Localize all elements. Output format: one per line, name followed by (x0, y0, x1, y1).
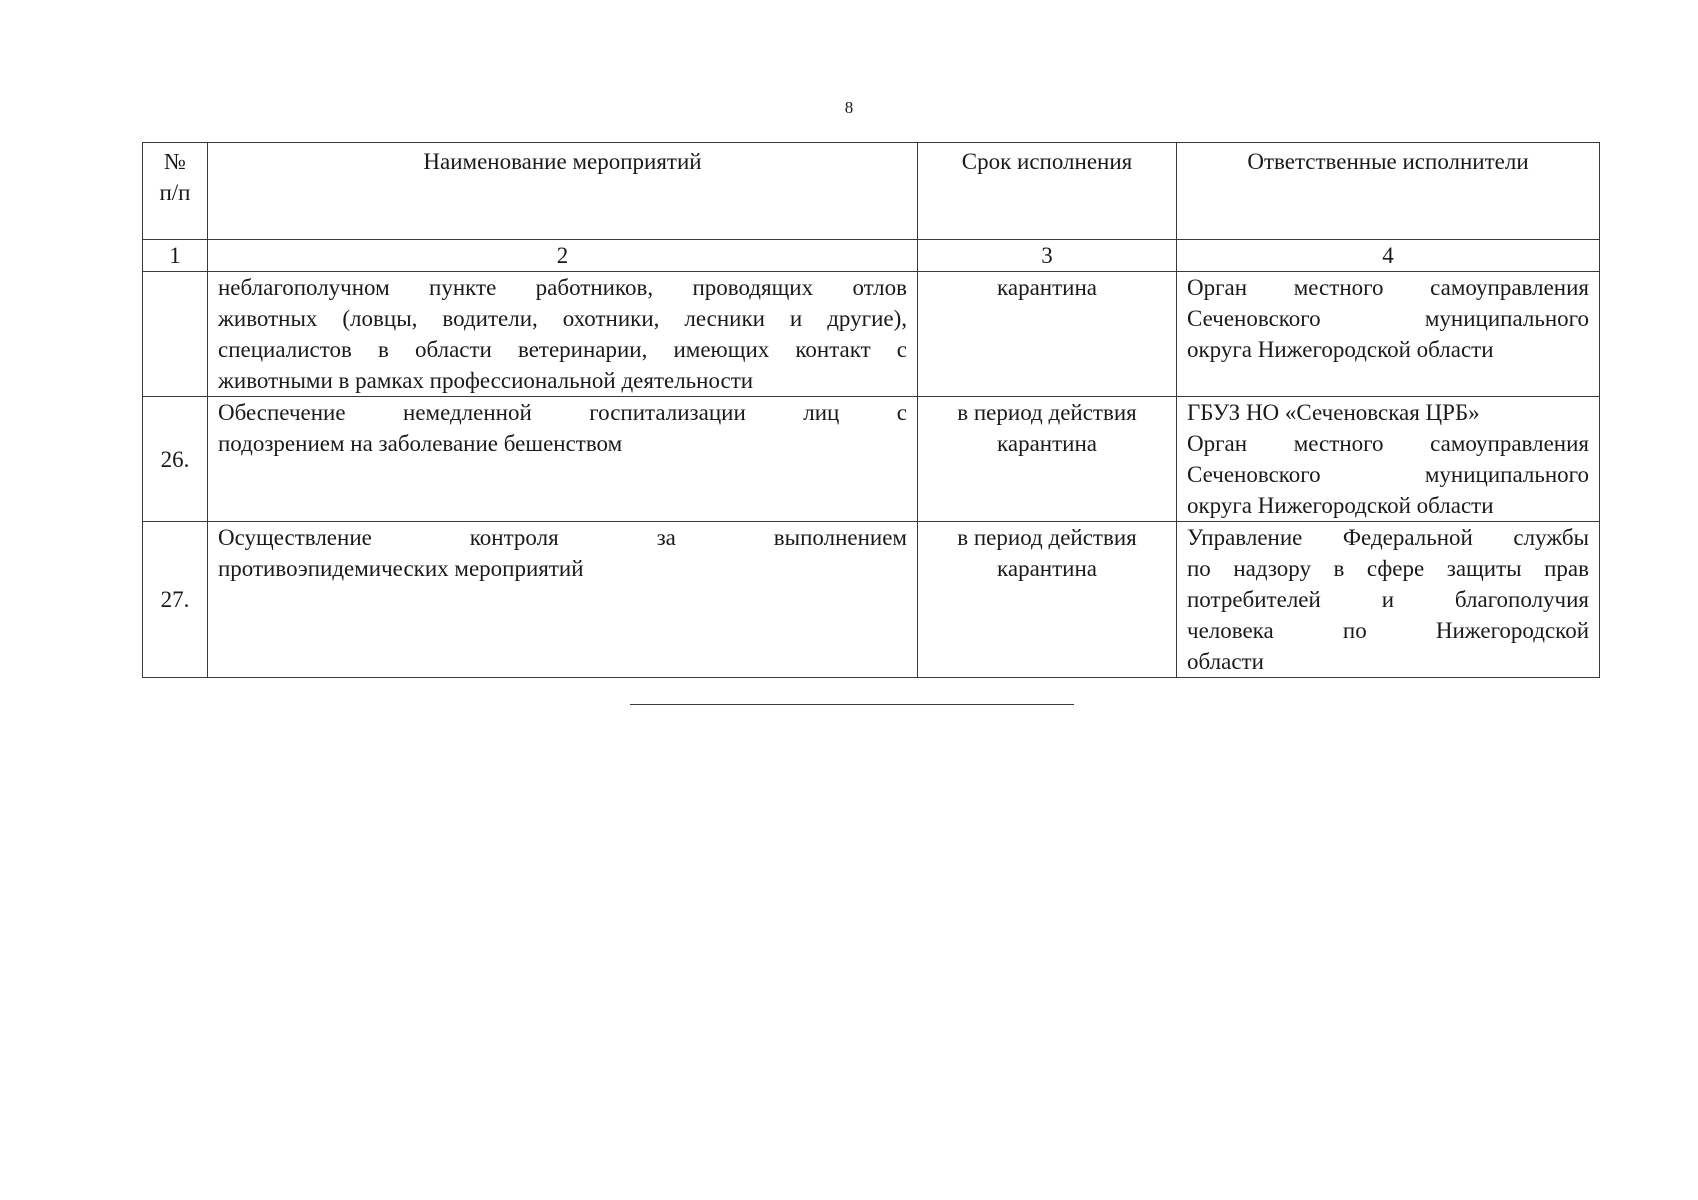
header-num-sign: № (164, 149, 186, 174)
header-num (143, 143, 208, 240)
measure-name-line: подозрением на заболевание бешенством (218, 431, 623, 456)
header-num-pp: п/п (159, 180, 191, 205)
column-index: 4 (1177, 240, 1600, 272)
measure-term-line: карантина (997, 431, 1097, 456)
responsible-line: области (1187, 649, 1264, 674)
measure-term (918, 397, 1177, 522)
responsible-line: Орган местного самоуправления (1187, 275, 1589, 300)
responsible-line: Сеченовского муниципального (1187, 306, 1589, 331)
table-row (143, 522, 1600, 678)
measure-term-line: карантина (997, 275, 1097, 300)
measure-name (208, 272, 918, 397)
responsible-line: Орган местного самоуправления (1187, 431, 1589, 456)
header-responsible: Ответственные исполнители (1177, 143, 1600, 240)
measure-name-line: Обеспечение немедленной госпитализации лиц с (218, 400, 907, 425)
responsible-line: округа Нижегородской области (1187, 337, 1494, 362)
page-number: 8 (844, 98, 854, 117)
measure-name (208, 397, 918, 522)
measure-responsible (1177, 397, 1600, 522)
table-row (143, 272, 1600, 397)
responsible-line: потребителей и благополучия (1187, 587, 1589, 612)
responsible-line: по надзору в сфере защиты прав (1187, 556, 1589, 581)
measure-name-line: Осуществление контроля за выполнением (218, 525, 907, 550)
measures-table (142, 142, 1600, 678)
responsible-line: округа Нижегородской области (1187, 493, 1494, 518)
header-term: Срок исполнения (918, 143, 1177, 240)
row-number: 27. (143, 522, 208, 678)
measure-name-line: противоэпидемических мероприятий (218, 556, 584, 581)
measure-term-line: в период действия (957, 525, 1137, 550)
measure-term (918, 522, 1177, 678)
responsible-line: Управление Федеральной службы (1187, 525, 1589, 550)
end-separator-line (630, 704, 1074, 705)
measure-name (208, 522, 918, 678)
measure-term-line: в период действия (957, 400, 1137, 425)
column-index: 3 (918, 240, 1177, 272)
responsible-line: человека по Нижегородской (1187, 618, 1589, 643)
column-index: 1 (143, 240, 208, 272)
column-index: 2 (208, 240, 918, 272)
responsible-line: ГБУЗ НО «Сеченовская ЦРБ» (1187, 400, 1480, 425)
measure-name-line: животными в рамках профессиональной деятельности (218, 368, 754, 393)
measure-responsible (1177, 272, 1600, 397)
row-number: 26. (143, 397, 208, 522)
table-header-row (143, 143, 1600, 240)
row-number (143, 272, 208, 397)
measure-responsible (1177, 522, 1600, 678)
column-index-row (143, 240, 1600, 272)
header-name: Наименование мероприятий (208, 143, 918, 240)
measure-name-line: неблагополучном пункте работников, проводящих отлов (218, 275, 907, 300)
measure-term (918, 272, 1177, 397)
measure-term-line: карантина (997, 556, 1097, 581)
responsible-line: Сеченовского муниципального (1187, 462, 1589, 487)
measure-name-line: специалистов в области ветеринарии, имеющих контакт с (218, 337, 907, 362)
measure-name-line: животных (ловцы, водители, охотники, лесники и другие), (218, 306, 907, 331)
table-row (143, 397, 1600, 522)
